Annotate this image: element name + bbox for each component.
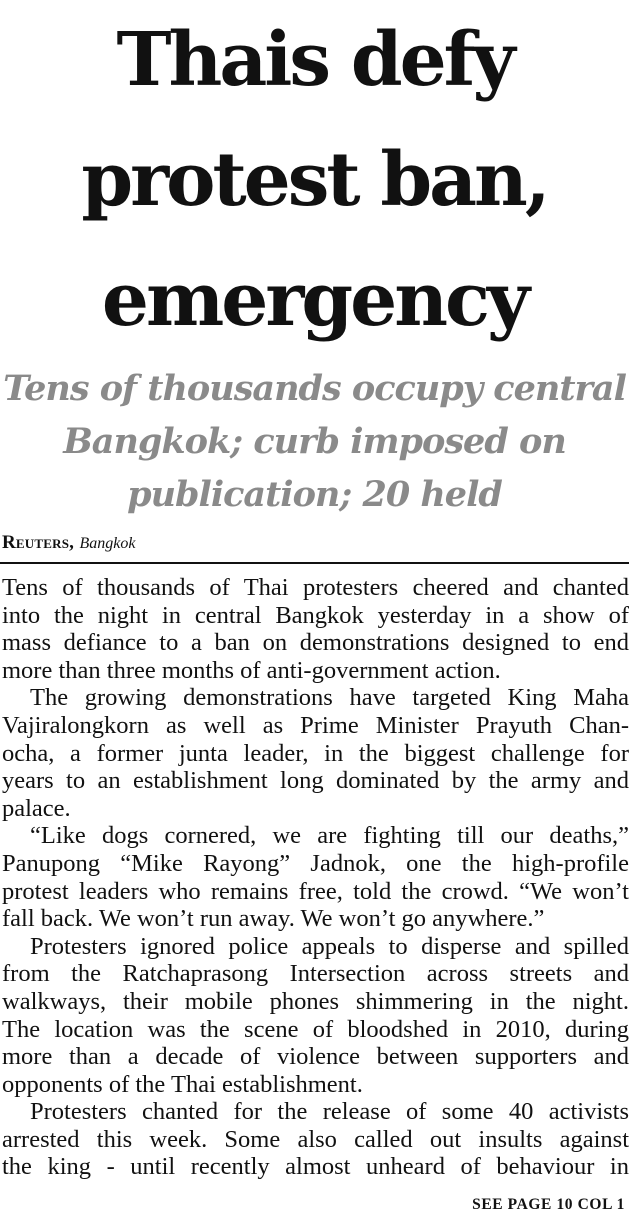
article-paragraph [2,1098,629,1181]
article-line: Protesters chanted for the release of some 40 activists [30,1098,629,1126]
subheadline-line: Bangkok; curb imposed on [63,421,566,462]
article-line: Protesters ignored police appeals to disperse and spilled [30,932,629,960]
byline-dateline: Bangkok [79,535,136,552]
article-line: The growing demonstrations have targeted King Maha [30,684,629,712]
article-line: Vajiralongkorn as well as Prime Minister Prayuth Chan- [2,711,629,739]
article-paragraph [2,933,629,1099]
article-line: opponents of the Thai establishment. [2,1070,363,1098]
article-line: Panupong “Mike Rayong” Jadnok, one the high-profile [2,849,629,877]
article-line: years to an establishment long dominated by the army and [2,767,629,795]
byline-agency: Reuters, [2,532,75,553]
subheadline-line: Tens of thousands occupy central [3,368,626,409]
subheadline [0,362,629,521]
article-paragraph [2,684,629,822]
article-body [2,574,629,1181]
article-line: ocha, a former junta leader, in the biggest challenge for [2,739,629,767]
article-line: into the night in central Bangkok yesterday in a show of [2,601,629,629]
article-paragraph [2,574,629,684]
article-line: from the Ratchaprasong Intersection across streets and [2,960,629,988]
article-line: fall back. We won’t run away. We won’t go anywhere.” [2,905,545,933]
headline-line: Thais defy [116,17,513,103]
article-line: protest leaders who remains free, told the crowd. “We won’t [2,877,629,905]
article-line: “Like dogs cornered, we are fighting till our deaths,” [30,822,629,850]
article-line: more than three months of anti-government action. [2,656,501,684]
article-paragraph [2,822,629,932]
byline [2,531,135,556]
article-line: arrested this week. Some also called out insults against [2,1125,629,1153]
subheadline-line: publication; 20 held [127,474,502,515]
article-line: palace. [2,794,71,822]
article-line: mass defiance to a ban on demonstrations designed to end [2,629,629,657]
article-line: The location was the scene of bloodshed in 2010, during [2,1015,629,1043]
headline-line: protest ban, [81,137,548,223]
article-line: walkways, their mobile phones shimmering in the night. [2,987,629,1015]
byline-divider [0,562,629,564]
article-line: Tens of thousands of Thai protesters cheered and chanted [2,574,629,601]
article-line: the king - until recently almost unheard of behaviour in [2,1153,629,1181]
headline [0,0,629,360]
continuation-jump: SEE PAGE 10 COL 1 [472,1196,625,1213]
headline-line: emergency [101,257,528,343]
article-line: more than a decade of violence between supporters and [2,1043,629,1071]
